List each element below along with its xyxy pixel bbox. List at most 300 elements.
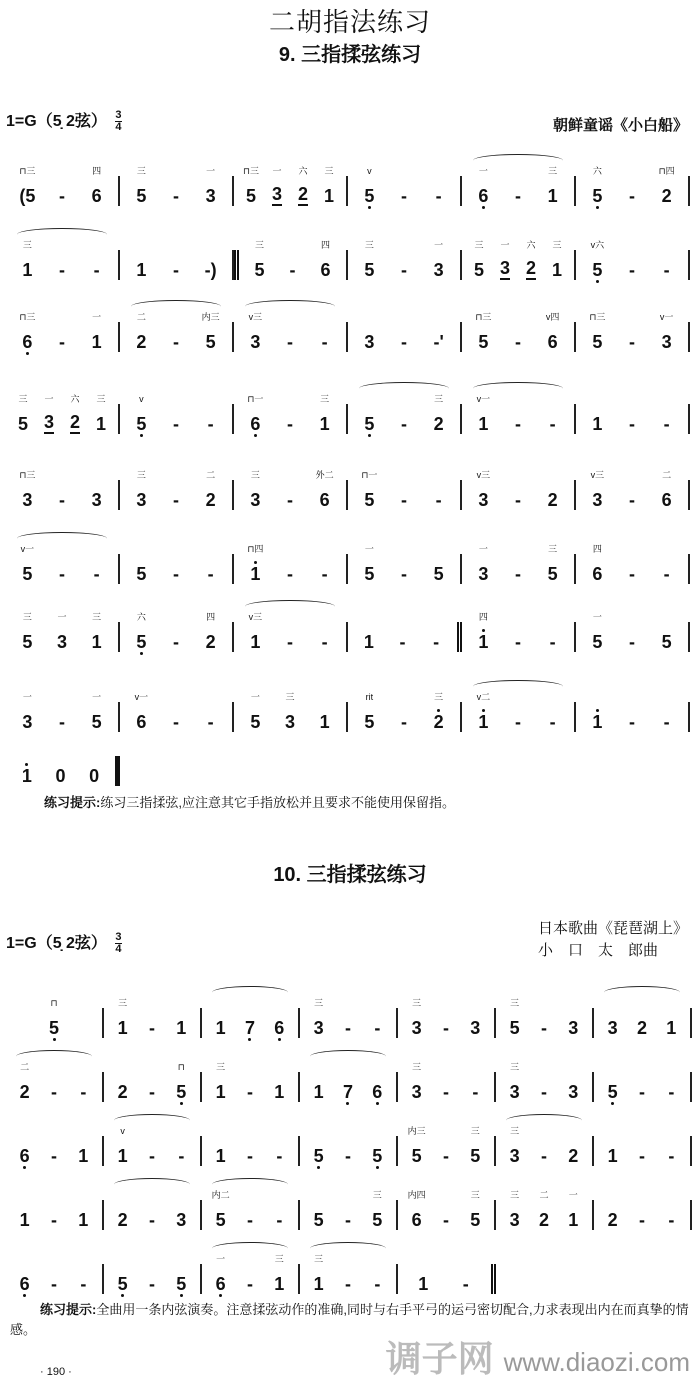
measure xyxy=(120,250,234,280)
low-octave-dot xyxy=(368,434,371,437)
note xyxy=(361,166,377,206)
measure xyxy=(234,312,348,352)
note xyxy=(431,490,447,510)
note-digit: 3 xyxy=(43,412,54,432)
measure xyxy=(120,312,234,352)
dash-extension: - xyxy=(344,1274,351,1294)
note-digit: 1 xyxy=(568,1210,579,1230)
note-digit: 1 xyxy=(78,1210,89,1230)
note xyxy=(438,1210,454,1230)
note-digit: 1 xyxy=(418,1274,429,1294)
measure xyxy=(202,1062,300,1102)
note-digit: 3 xyxy=(568,1018,579,1038)
note xyxy=(663,1082,679,1102)
note-digit: 1 xyxy=(478,712,489,732)
measure xyxy=(120,394,234,434)
measure xyxy=(6,166,120,206)
note xyxy=(115,1126,131,1166)
note xyxy=(663,1018,679,1038)
note-digit: 6 xyxy=(19,1274,30,1294)
note xyxy=(589,544,605,584)
note xyxy=(173,1274,189,1294)
note xyxy=(634,1210,650,1230)
note xyxy=(282,632,298,652)
note xyxy=(467,1126,483,1166)
note-digit: 5 xyxy=(509,1018,520,1038)
dash-extension: - xyxy=(246,1146,253,1166)
measure xyxy=(348,166,462,206)
note-digit: (5 xyxy=(19,186,36,206)
dash-extension: - xyxy=(93,260,100,280)
fingering-mark: v xyxy=(120,1126,125,1136)
note xyxy=(467,1018,483,1038)
note xyxy=(361,240,377,280)
measure xyxy=(348,622,462,652)
measure xyxy=(496,998,594,1038)
fingering-mark: 六 xyxy=(70,394,80,404)
note-digit: 5 xyxy=(48,1018,59,1038)
note xyxy=(133,612,149,652)
key-text: 1=G（5̣ 2弦） xyxy=(6,935,107,952)
dash-extension: - xyxy=(58,186,65,206)
note-digit: 1 xyxy=(478,632,489,652)
dash-extension: - xyxy=(246,1210,253,1230)
note-digit: 5 xyxy=(245,186,256,206)
note xyxy=(211,1190,230,1230)
note-digit: 1 xyxy=(319,414,330,434)
dash-extension: - xyxy=(286,414,293,434)
note-digit: 0 xyxy=(55,766,66,786)
fingering-mark: v二 xyxy=(476,692,491,702)
note xyxy=(282,490,298,510)
note xyxy=(19,470,36,510)
note xyxy=(624,490,640,510)
note xyxy=(369,1146,385,1166)
note-digit: 2 xyxy=(538,1210,549,1230)
note xyxy=(75,1210,91,1230)
slur-mark xyxy=(604,986,681,999)
note xyxy=(311,1146,327,1166)
fingering-mark: ⊓三 xyxy=(19,470,36,480)
measure xyxy=(496,1190,594,1230)
note-digit: 1 xyxy=(91,632,102,652)
note xyxy=(46,1146,62,1166)
piece10-key-signature xyxy=(6,930,122,955)
low-octave-dot xyxy=(376,1166,379,1169)
measure xyxy=(120,554,234,584)
note xyxy=(168,712,184,732)
note-digit: 1 xyxy=(319,712,330,732)
note-digit: 6 xyxy=(215,1274,226,1294)
note xyxy=(467,1190,483,1230)
note xyxy=(295,166,311,206)
fingering-mark: v一 xyxy=(134,692,149,702)
note-digit: 5 xyxy=(592,260,603,280)
note-digit: 2 xyxy=(117,1082,128,1102)
note xyxy=(144,1210,160,1230)
fingering-mark: 六 xyxy=(298,166,308,176)
low-octave-dot xyxy=(26,352,29,355)
book-title: 二胡指法练习 xyxy=(268,8,431,38)
note xyxy=(133,394,149,434)
low-octave-dot xyxy=(482,206,485,209)
staff-line xyxy=(6,466,690,510)
dash-extension: - xyxy=(400,332,407,352)
key-text: 1=G（5̣ 2弦） xyxy=(6,113,107,130)
note xyxy=(75,1082,91,1102)
time-den: 4 xyxy=(115,943,122,956)
note-digit: 3 xyxy=(568,1082,579,1102)
measure xyxy=(104,1200,202,1230)
dash-extension: - xyxy=(638,1082,645,1102)
note xyxy=(19,312,36,352)
note-digit: 3 xyxy=(478,490,489,510)
fingering-mark: ⊓三 xyxy=(475,312,492,322)
note xyxy=(271,1018,287,1038)
fingering-mark: 一 xyxy=(216,1254,226,1264)
dash-extension: - xyxy=(514,186,521,206)
dash-extension: - xyxy=(58,260,65,280)
note-digit: 5 xyxy=(661,632,672,652)
hint-label: 练习提示: xyxy=(44,795,101,810)
measure xyxy=(398,1264,496,1294)
dash-extension: - xyxy=(148,1018,155,1038)
measure xyxy=(300,1136,398,1166)
note xyxy=(634,1146,650,1166)
note-digit: 5 xyxy=(176,1082,187,1102)
staff-line xyxy=(6,236,690,280)
staff-line xyxy=(6,742,120,786)
note-digit: 6 xyxy=(372,1082,383,1102)
note xyxy=(133,260,149,280)
note-digit: 5 xyxy=(136,632,147,652)
dash-extension: - xyxy=(207,414,214,434)
staff-line xyxy=(6,1186,692,1230)
note xyxy=(624,186,640,206)
note-digit: 1 xyxy=(117,1018,128,1038)
note xyxy=(663,1146,679,1166)
note xyxy=(89,166,105,206)
note xyxy=(41,394,57,434)
low-octave-dot xyxy=(611,1102,614,1105)
note-digit: 5 xyxy=(592,332,603,352)
note-digit: 5 xyxy=(478,332,489,352)
note xyxy=(565,1190,581,1230)
note-digit: 2 xyxy=(547,490,558,510)
note xyxy=(17,1062,33,1102)
note xyxy=(634,1082,650,1102)
note-digit: 6 xyxy=(22,332,33,352)
dash-extension: - xyxy=(80,1082,87,1102)
note xyxy=(340,1146,356,1166)
note xyxy=(115,1082,131,1102)
dash-extension: - xyxy=(172,186,179,206)
note-digit: 2 xyxy=(297,184,308,204)
measure xyxy=(594,1072,692,1102)
dash-extension: - xyxy=(172,414,179,434)
fingering-mark: 三 xyxy=(136,166,146,176)
dash-extension: - xyxy=(400,712,407,732)
dash-extension: - xyxy=(207,712,214,732)
note-digit: 1 xyxy=(215,1018,226,1038)
fingering-mark: 三 xyxy=(510,1062,520,1072)
time-num: 3 xyxy=(115,931,122,944)
dash-extension: - xyxy=(399,632,406,652)
fingering-mark: 三 xyxy=(510,1190,520,1200)
note xyxy=(545,312,561,352)
note-digit: 3 xyxy=(661,332,672,352)
note-digit: 3 xyxy=(284,712,295,732)
dash-extension: - xyxy=(374,1274,381,1294)
note xyxy=(624,414,640,434)
note xyxy=(242,1274,258,1294)
note xyxy=(475,692,491,732)
note xyxy=(369,1190,385,1230)
note xyxy=(497,240,513,280)
note-digit: 1 xyxy=(21,766,32,786)
low-octave-dot xyxy=(23,1294,26,1297)
fingering-mark: 三 xyxy=(314,1254,324,1264)
note xyxy=(133,470,149,510)
staff-line xyxy=(6,308,690,352)
note-digit: -' xyxy=(433,332,444,352)
note xyxy=(19,692,35,732)
note xyxy=(168,490,184,510)
high-octave-dot xyxy=(254,561,257,564)
note xyxy=(510,414,526,434)
note-digit: 3 xyxy=(592,490,603,510)
note xyxy=(144,1082,160,1102)
low-octave-dot xyxy=(121,1294,124,1297)
note xyxy=(658,166,675,206)
note-digit: 2 xyxy=(205,490,216,510)
note xyxy=(523,240,539,280)
note xyxy=(133,312,149,352)
dash-extension: - xyxy=(668,1082,675,1102)
note xyxy=(46,998,62,1038)
note xyxy=(115,998,131,1038)
note-digit: 5 xyxy=(433,564,444,584)
note xyxy=(409,1062,425,1102)
staff-line xyxy=(6,390,690,434)
dash-extension: - xyxy=(172,712,179,732)
measure xyxy=(6,544,120,584)
note xyxy=(475,544,491,584)
note-digit: 5 xyxy=(592,186,603,206)
note xyxy=(545,544,561,584)
note xyxy=(409,998,425,1038)
note xyxy=(361,470,378,510)
dash-extension: - xyxy=(442,1082,449,1102)
fingering-mark: 四 xyxy=(592,544,602,554)
dash-extension: - xyxy=(400,490,407,510)
note xyxy=(168,564,184,584)
note xyxy=(507,1190,523,1230)
note-digit: 1 xyxy=(136,260,147,280)
note xyxy=(54,260,70,280)
note xyxy=(467,1082,483,1102)
fingering-mark: 四 xyxy=(206,612,216,622)
dash-extension: - xyxy=(514,564,521,584)
fingering-mark: 一 xyxy=(206,166,216,176)
dash-extension: - xyxy=(172,490,179,510)
dash-extension: - xyxy=(514,490,521,510)
note-digit: 5 xyxy=(364,186,375,206)
fingering-mark: 四 xyxy=(320,240,330,250)
fingering-mark: 三 xyxy=(552,240,562,250)
measure xyxy=(104,1264,202,1294)
note-digit: 1 xyxy=(91,332,102,352)
note xyxy=(247,692,263,732)
measure xyxy=(104,1062,202,1102)
staff-line xyxy=(6,162,690,206)
note xyxy=(431,240,447,280)
dash-extension: - xyxy=(400,260,407,280)
measure xyxy=(576,166,690,206)
note-digit: 3 xyxy=(499,258,510,278)
note xyxy=(396,332,412,352)
note-digit: 1 xyxy=(592,712,603,732)
low-octave-dot xyxy=(254,434,257,437)
note xyxy=(545,490,561,510)
note xyxy=(133,564,149,584)
note-digit: 1 xyxy=(176,1018,187,1038)
note-digit: 5 xyxy=(364,712,375,732)
note xyxy=(54,712,70,732)
time-signature xyxy=(115,110,121,133)
fingering-mark: v三 xyxy=(248,612,263,622)
fingering-mark: 三 xyxy=(22,612,32,622)
note-digit: 3 xyxy=(607,1018,618,1038)
note xyxy=(317,712,333,732)
note xyxy=(89,260,105,280)
note-digit: 1 xyxy=(117,1146,128,1166)
note xyxy=(213,1018,229,1038)
dash-extension: - xyxy=(172,564,179,584)
dash-extension: - xyxy=(668,1210,675,1230)
note xyxy=(311,998,327,1038)
note xyxy=(507,998,523,1038)
measure xyxy=(348,322,462,352)
note-digit: 1 xyxy=(274,1082,285,1102)
measure xyxy=(120,692,234,732)
note-digit: 6 xyxy=(136,712,147,732)
note xyxy=(213,1254,229,1294)
measure xyxy=(6,470,120,510)
note xyxy=(536,1190,552,1230)
note xyxy=(589,240,605,280)
note xyxy=(282,332,298,352)
dash-extension: - xyxy=(442,1210,449,1230)
piece10-hint xyxy=(10,1300,690,1340)
note xyxy=(431,564,447,584)
hint-label: 练习提示: xyxy=(40,1302,97,1317)
fingering-mark: 三 xyxy=(96,394,106,404)
note xyxy=(252,240,268,280)
dash-extension: - xyxy=(435,186,442,206)
note xyxy=(317,632,333,652)
measure xyxy=(6,998,104,1038)
measure xyxy=(398,1190,496,1230)
measure xyxy=(462,240,576,280)
note-digit: 3 xyxy=(250,490,261,510)
note xyxy=(431,692,447,732)
note xyxy=(536,1146,552,1166)
measure xyxy=(398,1126,496,1166)
dash-extension: - xyxy=(286,632,293,652)
note xyxy=(321,166,337,206)
dash-extension: - xyxy=(638,1210,645,1230)
note xyxy=(369,1274,385,1294)
note xyxy=(589,470,605,510)
note xyxy=(271,1254,287,1294)
dash-extension: - xyxy=(628,186,635,206)
measure xyxy=(496,1126,594,1166)
dash-extension: - xyxy=(344,1146,351,1166)
dash-extension: - xyxy=(50,1082,57,1102)
note xyxy=(361,414,377,434)
note-digit: 3 xyxy=(56,632,67,652)
measure xyxy=(234,692,348,732)
note-digit: 3 xyxy=(364,332,375,352)
low-octave-dot xyxy=(140,652,143,655)
note xyxy=(340,1210,356,1230)
dash-extension: - xyxy=(540,1082,547,1102)
measure xyxy=(6,312,120,352)
note-digit: 5 xyxy=(470,1146,481,1166)
dash-extension: - xyxy=(50,1274,57,1294)
note-digit: 1 xyxy=(607,1146,618,1166)
measure xyxy=(300,1254,398,1294)
note xyxy=(19,612,35,652)
note xyxy=(247,612,263,652)
note xyxy=(203,470,219,510)
note-digit: 5 xyxy=(364,564,375,584)
measure xyxy=(462,166,576,206)
note xyxy=(315,470,334,510)
note xyxy=(659,470,675,510)
note-digit: 1 xyxy=(215,1146,226,1166)
dash-extension: - xyxy=(628,332,635,352)
measure xyxy=(104,1126,202,1166)
fingering-mark: 三 xyxy=(474,240,484,250)
note xyxy=(624,260,640,280)
fingering-mark: ⊓四 xyxy=(247,544,264,554)
note-digit: 3 xyxy=(478,564,489,584)
note xyxy=(536,1018,552,1038)
dash-extension: - xyxy=(663,260,670,280)
slur-mark xyxy=(212,986,289,999)
low-octave-dot xyxy=(140,434,143,437)
fingering-mark: 一 xyxy=(592,612,602,622)
note xyxy=(168,332,184,352)
time-den: 4 xyxy=(115,121,122,134)
note xyxy=(203,564,219,584)
piece9-source: 朝鲜童谣《小白船》 xyxy=(552,117,688,134)
note-digit: 6 xyxy=(91,186,102,206)
fingering-mark: 一 xyxy=(22,692,32,702)
note xyxy=(396,186,412,206)
dash-extension: - xyxy=(400,414,407,434)
note xyxy=(46,1274,62,1294)
fingering-mark: 三 xyxy=(274,1254,284,1264)
measure xyxy=(576,470,690,510)
note xyxy=(510,712,526,732)
measure xyxy=(300,1072,398,1102)
fingering-mark: v一 xyxy=(476,394,491,404)
note-digit: 1 xyxy=(78,1146,89,1166)
measure xyxy=(348,470,462,510)
